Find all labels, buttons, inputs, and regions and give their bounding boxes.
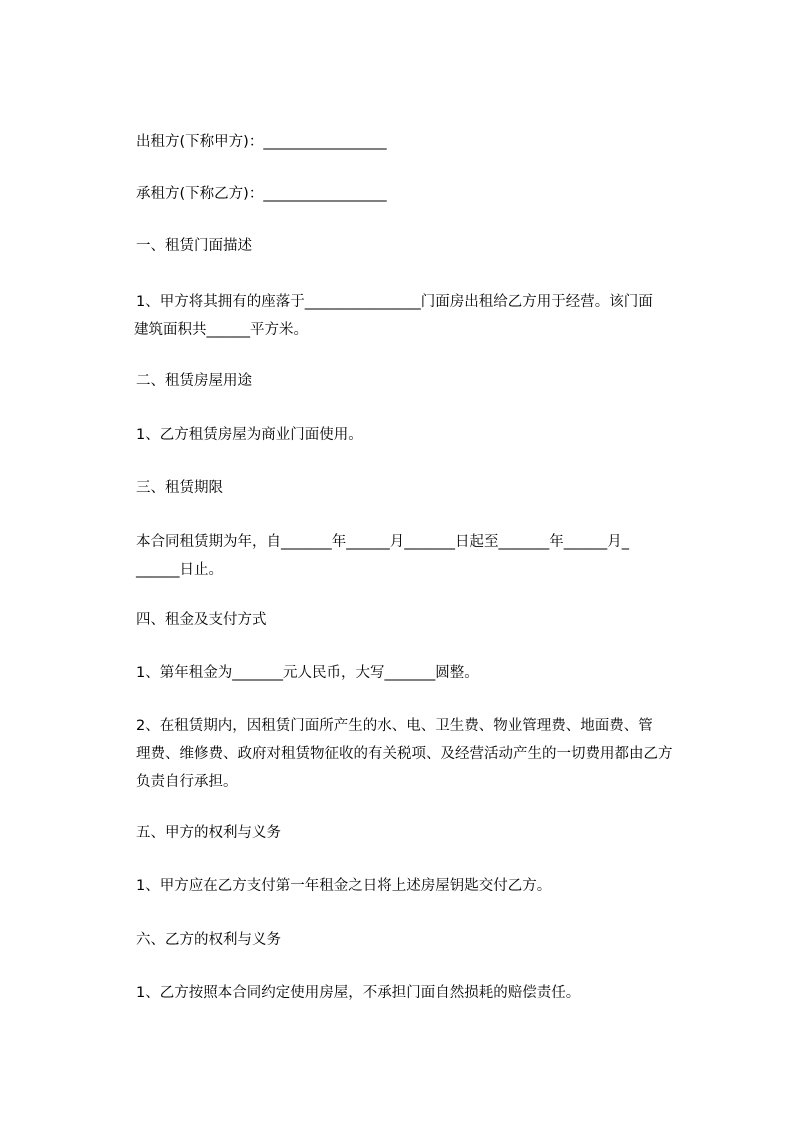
section1-item1-line1: 1、甲方将其拥有的座落于________________门面房出租给乙方用于经营。该门面 (136, 294, 653, 310)
section4-heading: 四、租金及支付方式 (136, 612, 267, 628)
section3-item1 (136, 528, 716, 584)
lessee-line: 承租方(下称乙方)：_________________ (136, 186, 387, 202)
section5-heading: 五、甲方的权利与义务 (136, 825, 281, 841)
section2-heading: 二、租赁房屋用途 (136, 373, 252, 389)
section1-item1 (136, 288, 716, 344)
section4-item2-line2: 理费、维修费、政府对租赁物征收的有关税项、及经营活动产生的一切费用都由乙方 (136, 746, 673, 762)
section1-heading: 一、租赁门面描述 (136, 238, 252, 254)
section2-item1: 1、乙方租赁房屋为商业门面使用。 (136, 427, 363, 443)
section4-item2 (136, 712, 716, 796)
section3-heading: 三、租赁期限 (136, 480, 223, 496)
section3-item1-line1: 本合同租赁期为年，自_______年______月_______日起至_______年______月_ (136, 534, 629, 550)
section6-heading: 六、乙方的权利与义务 (136, 932, 281, 948)
section1-item1-line2: 建筑面积共______平方米。 (134, 322, 308, 338)
section6-item1: 1、乙方按照本合同约定使用房屋，不承担门面自然损耗的赔偿责任。 (136, 985, 581, 1001)
section3-item1-line2: ______日止。 (136, 562, 223, 578)
section5-item1: 1、甲方应在乙方支付第一年租金之日将上述房屋钥匙交付乙方。 (136, 878, 552, 894)
section4-item2-line3: 负责自行承担。 (136, 774, 238, 790)
lessor-line: 出租方(下称甲方)：_________________ (136, 134, 387, 150)
section4-item1: 1、第年租金为_______元人民币，大写_______圆整。 (136, 665, 479, 681)
section4-item2-line1: 2、在租赁期内，因租赁门面所产生的水、电、卫生费、物业管理费、地面费、管 (136, 718, 653, 734)
